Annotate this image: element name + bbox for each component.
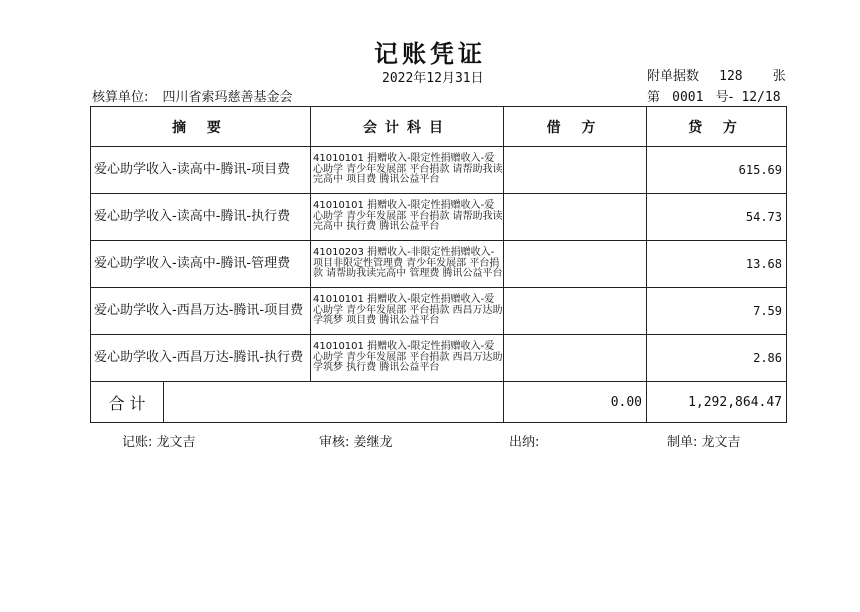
header-credit: 贷 方 (647, 107, 787, 147)
row-summary: 爱心助学收入-西昌万达-腾讯-项目费 (91, 288, 311, 335)
row-summary: 爱心助学收入-西昌万达-腾讯-执行费 (91, 335, 311, 382)
total-debit: 0.00 (504, 382, 647, 423)
voucher-number (647, 86, 781, 105)
table-row (91, 194, 787, 241)
row-debit (504, 194, 647, 241)
voucher-no-prefix: 第 (647, 90, 661, 105)
total-blank (164, 382, 503, 422)
row-subject: 41010101 捐赠收入-限定性捐赠收入-爱心助学 青少年发展部 平台捐款 西昌万达助学筑梦 项目费 腾讯公益平台 (311, 288, 504, 335)
row-credit: 7.59 (647, 288, 787, 335)
row-subject: 41010203 捐赠收入-非限定性捐赠收入-项目非限定性管理费 青少年发展部 平台捐款 请帮助我读完高中 管理费 腾讯公益平台 (311, 241, 504, 288)
row-credit: 2.86 (647, 335, 787, 382)
voucher-no-mid: 号- (715, 90, 734, 105)
row-subject: 41010101 捐赠收入-限定性捐赠收入-爱心助学 青少年发展部 平台捐款 请帮助我读完高中 执行费 腾讯公益平台 (311, 194, 504, 241)
unit-label: 核算单位: (92, 90, 149, 105)
total-credit: 1,292,864.47 (647, 382, 787, 423)
footer-reviewer: 审核: 姜继龙 (319, 435, 393, 450)
footer-cashier: 出纳: (509, 435, 540, 450)
table-row (91, 288, 787, 335)
header-subject: 会计科目 (311, 107, 504, 147)
accounting-unit (92, 86, 293, 105)
row-debit (504, 335, 647, 382)
row-subject: 41010101 捐赠收入-限定性捐赠收入-爱心助学 青少年发展部 平台捐款 请帮助我读完高中 项目费 腾讯公益平台 (311, 147, 504, 194)
footer-preparer: 制单: 龙文吉 (667, 435, 741, 450)
row-debit (504, 147, 647, 194)
row-debit (504, 288, 647, 335)
unit-name: 四川省索玛慈善基金会 (162, 90, 293, 105)
row-debit (504, 241, 647, 288)
attachments-label: 附单据数 (647, 69, 700, 84)
voucher-table (90, 106, 787, 423)
table-header-row (91, 107, 787, 147)
total-row (91, 382, 787, 423)
row-credit: 54.73 (647, 194, 787, 241)
row-credit: 615.69 (647, 147, 787, 194)
voucher-date: 2022年12月31日 (382, 71, 484, 86)
table-row (91, 241, 787, 288)
attachments-count: 128 (719, 69, 743, 84)
total-label-cell (91, 382, 504, 423)
header-summary: 摘 要 (91, 107, 311, 147)
table-row (91, 335, 787, 382)
voucher-no-number: 0001 (672, 90, 704, 105)
footer-bookkeeper: 记账: 龙文吉 (122, 435, 196, 450)
total-label: 合 计 (91, 382, 164, 422)
attachments-unit: 张 (772, 69, 786, 84)
voucher-title: 记账凭证 (374, 40, 486, 68)
table-row (91, 147, 787, 194)
row-subject: 41010101 捐赠收入-限定性捐赠收入-爱心助学 青少年发展部 平台捐款 西昌万达助学筑梦 执行费 腾讯公益平台 (311, 335, 504, 382)
row-summary: 爱心助学收入-读高中-腾讯-项目费 (91, 147, 311, 194)
header-debit: 借 方 (504, 107, 647, 147)
row-summary: 爱心助学收入-读高中-腾讯-执行费 (91, 194, 311, 241)
row-summary: 爱心助学收入-读高中-腾讯-管理费 (91, 241, 311, 288)
voucher-no-page: 12/18 (741, 90, 781, 105)
attachments-info (647, 65, 786, 84)
row-credit: 13.68 (647, 241, 787, 288)
